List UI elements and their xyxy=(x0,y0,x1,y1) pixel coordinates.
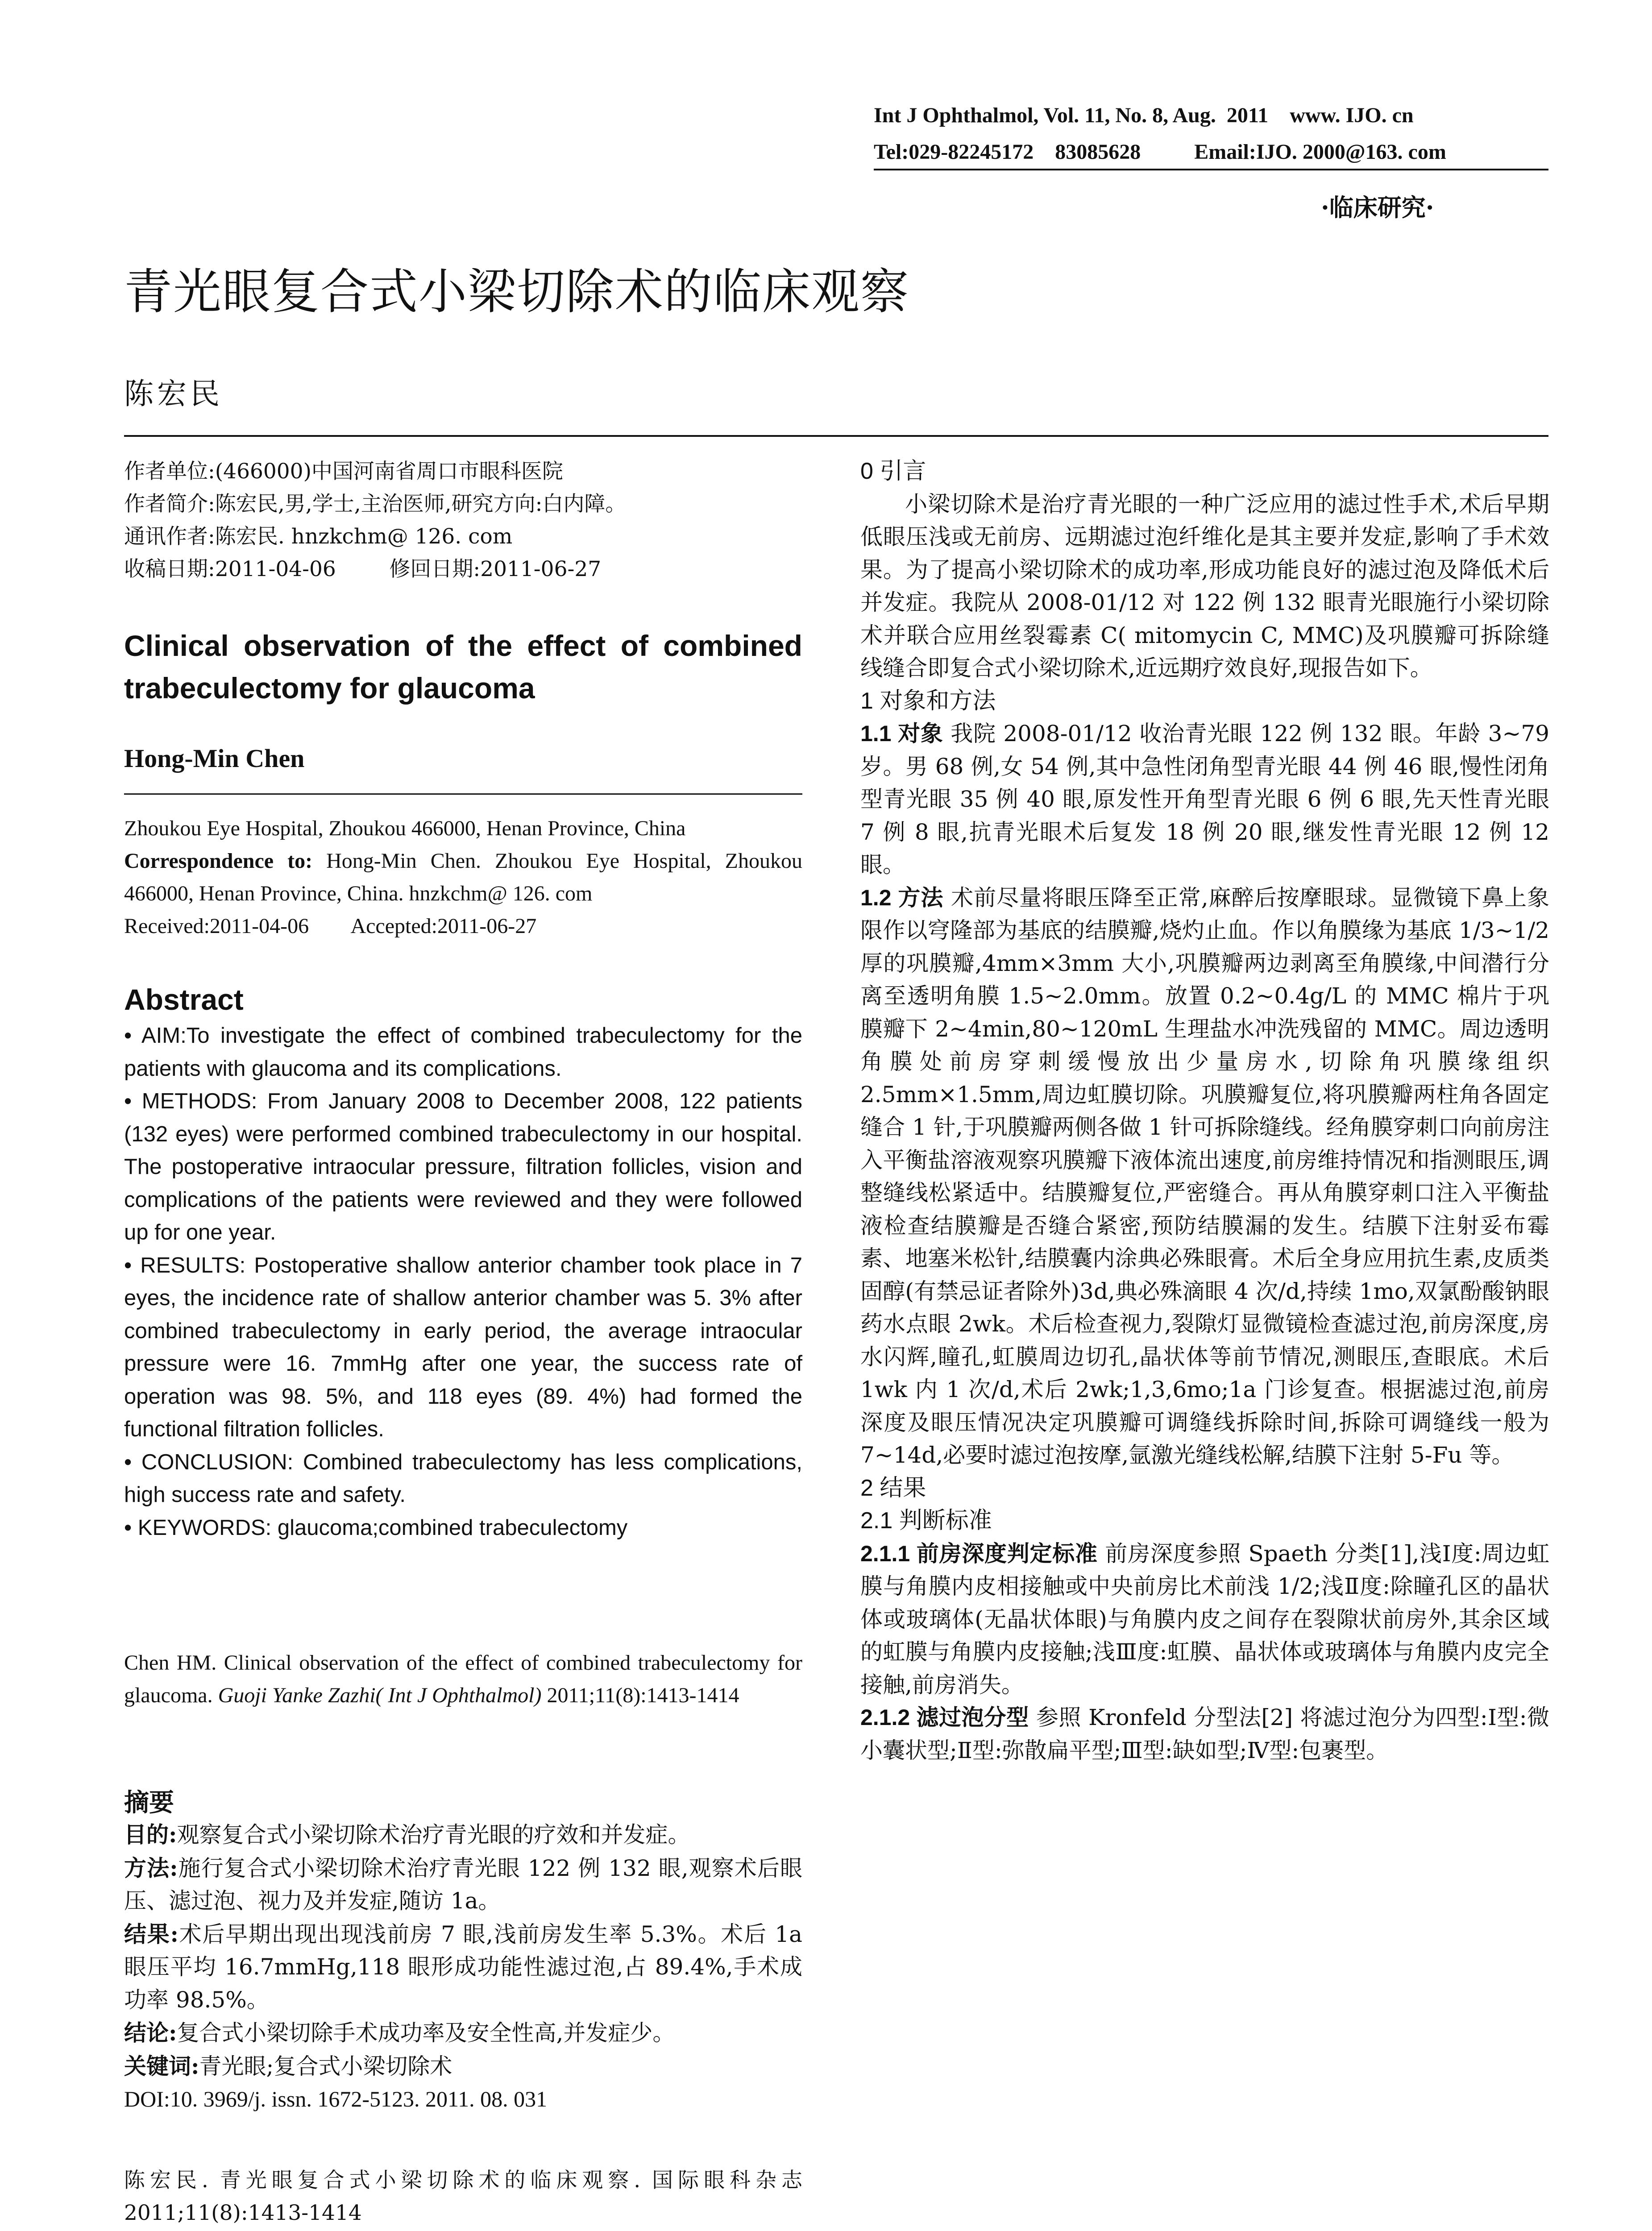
intro-paragraph: 小梁切除术是治疗青光眼的一种广泛应用的滤过性手术,术后早期低眼压浅或无前房、远期滤过泡纤维化是其主要并发症,影响了手术效果。为了提高小梁切除术的成功率,形成功能良好的滤过泡及降低术后并发症。我院从 2008-01/12 对 122 例 132 眼青光眼施行小梁切除术并联合应用丝裂霉素 C( mitomycin C, MMC)及巩膜瓣可拆除缝线缝合即复合式小梁切除术,近远期疗效良好,现报告如下。 xyxy=(860,491,1549,681)
abstract-methods: • METHODS: From January 2008 to December 2008, 122 patients (132 eyes) were performed combined trabeculectomy in our hospital. The postoperative intraocular pressure, filtration follicles, vision and complications of the patients were reviewed and they were followed up for one year. xyxy=(124,1089,802,1244)
en-author-rule xyxy=(124,793,802,795)
subsection-1-1-text: 我院 2008-01/12 收治青光眼 122 例 132 眼。年龄 3~79 岁。男 68 例,女 54 例,其中急性闭角型青光眼 44 例 46 眼,慢性闭角型青光眼 35 例 40 眼,原发性开角型青光眼 6 例 6 眼,先天性青光眼 7 例 8 眼,抗青光眼术后复发 18 例 20 眼,继发性青光眼 12 例 12 眼。 xyxy=(860,721,1549,878)
meta-affiliation: 作者单位:(466000)中国河南省周口市眼科医院 xyxy=(124,459,563,484)
en-title: Clinical observation of the effect of combined trabeculectomy for glaucoma xyxy=(124,629,802,705)
subsection-2-1-2-text: 参照 Kronfeld 分型法[2] 将滤过泡分为四型:Ⅰ型:微小囊状型;Ⅱ型:弥散扁平型;Ⅲ型:缺如型;Ⅳ型:包裹型。 xyxy=(860,1704,1549,1763)
cn-abs-conclusion: 复合式小梁切除手术成功率及安全性高,并发症少。 xyxy=(177,2020,675,2046)
contact-line: Tel:029-82245172 83085628 Email:IJO. 2000@163. com xyxy=(874,140,1446,164)
abstract-body xyxy=(124,1020,802,1544)
cn-abs-keywords: 青光眼;复合式小梁切除术 xyxy=(199,2053,452,2079)
intro-heading: 0 引言 xyxy=(860,458,926,484)
cn-abs-label-results: 结果: xyxy=(124,1920,178,1947)
citation-cn-block xyxy=(124,2164,802,2229)
citation-en-journal: Guoji Yanke Zazhi( Int J Ophthalmol) xyxy=(218,1684,542,1707)
abstract-heading: Abstract xyxy=(124,983,244,1016)
section1-heading: 1 对象和方法 xyxy=(860,688,996,714)
abstract-results: • RESULTS: Postoperative shallow anterior chamber took place in 7 eyes, the incidence rate of shallow anterior chamber was 5. 3% after combined trabeculectomy in early period, the average intraocular pressure were 16. 7mmHg after one year, the success rate of operation was 98. 5%, and 118 eyes (89. 4%) had formed the functional filtration follicles. xyxy=(124,1253,802,1441)
subsection-2-1-1-text: 前房深度参照 Spaeth 分类[1],浅Ⅰ度:周边虹膜与角膜内皮相接触或中央前房比术前浅 1/2;浅Ⅱ度:除瞳孔区的晶状体或玻璃体(无晶状体眼)与角膜内皮之间存在裂隙状前房外,其余区域的虹膜与角膜内皮接触;浅Ⅲ度:虹膜、晶状体或玻璃体与角膜内皮完全接触,前房消失。 xyxy=(860,1540,1549,1698)
meta-corresponding: 通讯作者:陈宏民. hnzkchm@ 126. com xyxy=(124,524,513,549)
title-rule xyxy=(124,435,1548,437)
subsection-1-2-label: 1.2 方法 xyxy=(860,885,944,910)
section2-heading: 2 结果 xyxy=(860,1475,926,1501)
subsection-1-1-label: 1.1 对象 xyxy=(860,721,943,746)
journal-line: Int J Ophthalmol, Vol. 11, No. 8, Aug. 2011 www. IJO. cn xyxy=(874,104,1414,127)
en-author: Hong-Min Chen xyxy=(124,744,305,773)
corr-label: Correspondence to: xyxy=(124,849,313,873)
citation-cn: 陈宏民. 青光眼复合式小梁切除术的临床观察. 国际眼科杂志 2011;11(8):1413-1414 xyxy=(124,2168,802,2225)
affiliation-line: Zhoukou Eye Hospital, Zhoukou 466000, Henan Province, China xyxy=(124,817,686,840)
cn-abstract-body xyxy=(124,1818,802,2116)
citation-en-tail: 2011;11(8):1413-1414 xyxy=(541,1684,739,1707)
abstract-conclusion: • CONCLUSION: Combined trabeculectomy has less complications, high success rate and safety. xyxy=(124,1450,802,1507)
meta-dates: 收稿日期:2011-04-06 修回日期:2011-06-27 xyxy=(124,557,602,581)
doi: DOI:10. 3969/j. issn. 1672-5123. 2011. 08. 031 xyxy=(124,2086,548,2111)
received-dates: Received:2011-04-06 Accepted:2011-06-27 xyxy=(124,914,537,938)
body-column xyxy=(860,455,1549,1767)
corr-text: Hong-Min Chen. Zhoukou Eye Hospital, Zhoukou 466000, Henan Province, China. hnzkchm@ 126. com xyxy=(124,849,802,905)
page-title: 青光眼复合式小梁切除术的临床观察 xyxy=(124,264,910,320)
cn-abs-aim: 观察复合式小梁切除术治疗青光眼的疗效和并发症。 xyxy=(177,1822,690,1848)
subsection-1-2-text: 术前尽量将眼压降至正常,麻醉后按摩眼球。显微镜下鼻上象限作以穹隆部为基底的结膜瓣,烧灼止血。作以角膜缘为基底 1/3~1/2 厚的巩膜瓣,4mm×3mm 大小,巩膜瓣两边剥离至角膜缘,中间潜行分离至透明角膜 1.5~2.0mm。放置 0.2~0.4g/L 的 MMC 棉片于巩膜瓣下 2~4min,80~120mL 生理盐水冲洗残留的 MMC。周边透明角膜处前房穿刺缓慢放出少量房水,切除角巩膜缘组织 2.5mm×1.5mm,周边虹膜切除。巩膜瓣复位,将巩膜瓣两柱角各固定缝合 1 针,于巩膜瓣两侧各做 1 针可拆除缝线。经角膜穿刺口向前房注入平衡盐溶液观察巩膜瓣下液体流出速度,前房维持情况和指测眼压,调整缝线松紧适中。结膜瓣复位,严密缝合。再从角膜穿刺口注入平衡盐液检查结膜瓣是否缝合紧密,预防结膜漏的发生。结膜下注射妥布霉素、地塞米松针,结膜囊内涂典必殊眼膏。术后全身应用抗生素,皮质类固醇(有禁忌证者除外)3d,典必殊滴眼 4 次/d,持续 1mo,双氯酚酸钠眼药水点眼 2wk。术后检查视力,裂隙灯显微镜检查滤过泡,前房深度,房水闪辉,瞳孔,虹膜周边切孔,晶状体等前节情况,测眼压,查眼底。术后 1wk 内 1 次/d,术后 2wk;1,3,6mo;1a 门诊复查。根据滤过泡,前房深度及眼压情况决定巩膜瓣可调缝线拆除时间,拆除可调缝线一般为 7~14d,必要时滤过泡按摩,氩激光缝线松解,结膜下注射 5-Fu 等。 xyxy=(860,884,1549,1468)
cn-abstract-heading: 摘要 xyxy=(124,1788,174,1817)
citation-en xyxy=(124,1646,802,1712)
abstract-aim: • AIM:To investigate the effect of combined trabeculectomy for the patients with glaucoma and its complications. xyxy=(124,1024,802,1081)
cn-meta-block xyxy=(124,455,802,585)
subsection-2-1-2-label: 2.1.2 滤过泡分型 xyxy=(860,1705,1029,1730)
cn-abs-label-keywords: 关键词: xyxy=(124,2053,199,2079)
cn-abs-label-aim: 目的: xyxy=(124,1821,177,1848)
section-tag: ·临床研究· xyxy=(1321,193,1434,222)
cn-abs-label-conclusion: 结论: xyxy=(124,2020,177,2046)
cn-abs-methods: 施行复合式小梁切除术治疗青光眼 122 例 132 眼,观察术后眼压、滤过泡、视力及并发症,随访 1a。 xyxy=(124,1855,802,1914)
subsection-2-1-heading: 2.1 判断标准 xyxy=(860,1508,992,1534)
affiliation-block xyxy=(124,812,802,942)
author-cn: 陈宏民 xyxy=(124,377,223,411)
cn-abs-results: 术后早期出现出现浅前房 7 眼,浅前房发生率 5.3%。术后 1a 眼压平均 16.7mmHg,118 眼形成功能性滤过泡,占 89.4%,手术成功率 98.5%。 xyxy=(124,1921,802,2013)
header-rule xyxy=(874,169,1548,170)
abstract-keywords: • KEYWORDS: glaucoma;combined trabeculectomy xyxy=(124,1515,628,1540)
citation-en-text: Chen HM. Clinical observation of the effect of combined trabeculectomy for glaucoma. xyxy=(124,1651,802,1707)
meta-author-bio: 作者简介:陈宏民,男,学士,主治医师,研究方向:白内障。 xyxy=(124,492,627,516)
cn-abs-label-methods: 方法: xyxy=(124,1854,178,1881)
subsection-2-1-1-label: 2.1.1 前房深度判定标准 xyxy=(860,1541,1098,1566)
